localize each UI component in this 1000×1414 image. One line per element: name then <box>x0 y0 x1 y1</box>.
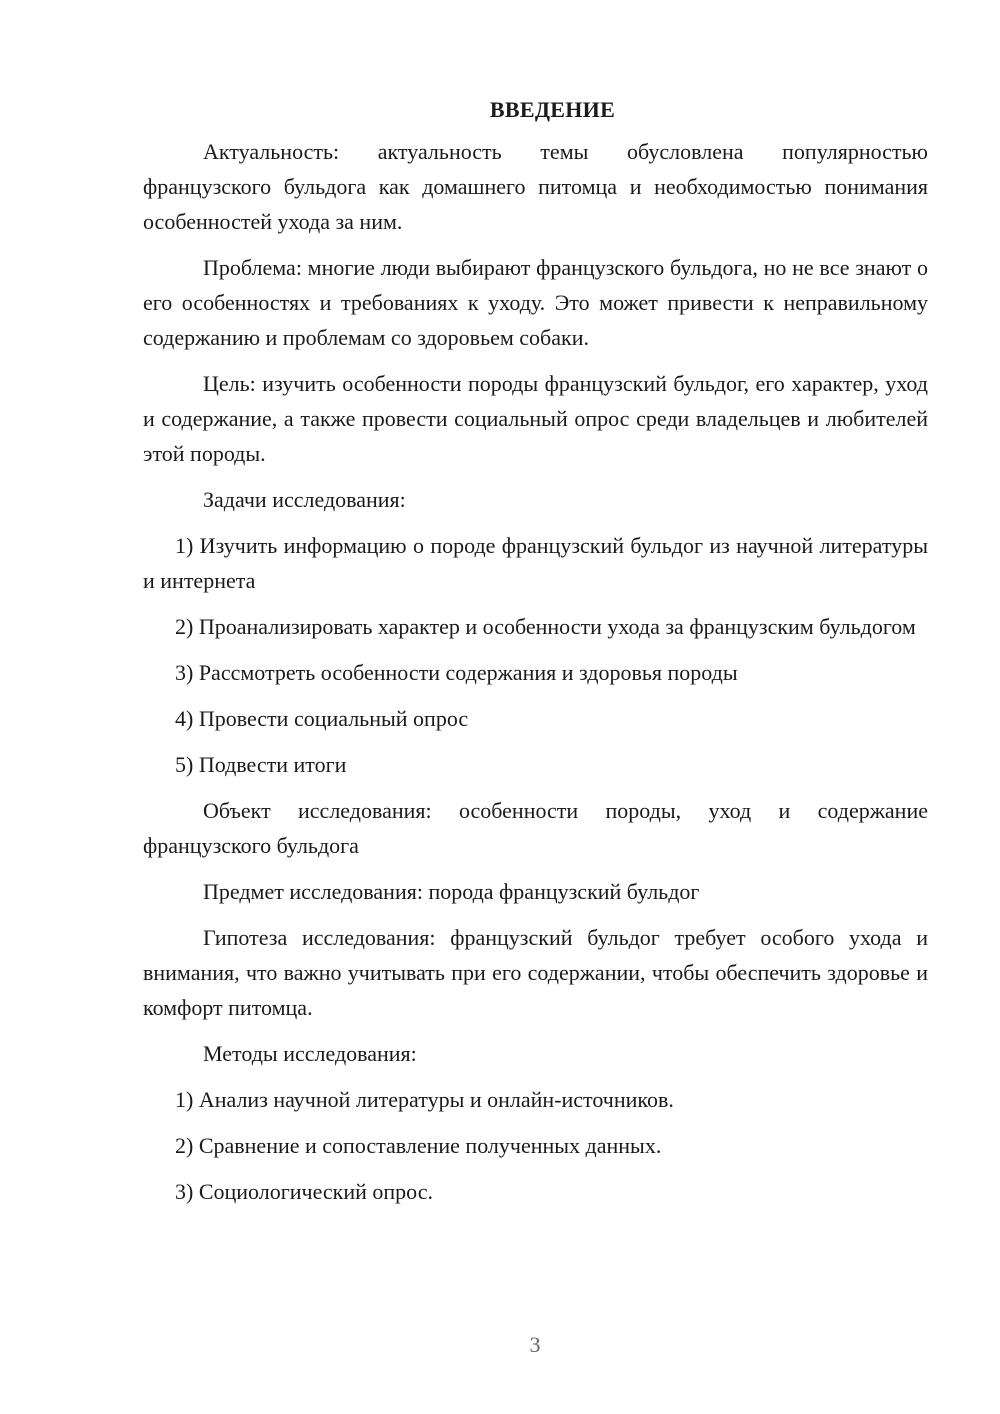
paragraph-subject: Предмет исследования: порода французский бульдог <box>203 879 700 904</box>
method-item-2: 2) Сравнение и сопоставление полученных данных. <box>175 1133 662 1158</box>
page-content <box>143 92 928 1220</box>
page-title: ВВЕДЕНИЕ <box>489 97 616 122</box>
paragraph-hypothesis: Гипотеза исследования: французский бульдог требует особого ухода и внимания, что важно учитывать при его содержании, чтобы обеспечить здоровье и комфорт питомца. <box>143 925 928 1020</box>
paragraph-relevance: Актуальность: актуальность темы обусловлена популярностью французского бульдога как домашнего питомца и необходимостью понимания особенностей ухода за ним. <box>143 139 928 234</box>
paragraph-goal: Цель: изучить особенности породы французский бульдог, его характер, уход и содержание, а также провести социальный опрос среди владельцев и любителей этой породы. <box>143 371 928 466</box>
paragraph-problem: Проблема: многие люди выбирают французского бульдога, но не все знают о его особенностях и требованиях к уходу. Это может привести к неправильному содержанию и проблемам со здоровьем собаки. <box>143 255 928 350</box>
task-item-3: 3) Рассмотреть особенности содержания и здоровья породы <box>175 660 738 685</box>
tasks-heading: Задачи исследования: <box>203 487 406 512</box>
task-item-4: 4) Провести социальный опрос <box>175 706 469 731</box>
paragraph-object: Объект исследования: особенности породы, уход и содержание французского бульдога <box>143 798 928 858</box>
method-item-1: 1) Анализ научной литературы и онлайн-источников. <box>175 1087 674 1112</box>
method-item-3: 3) Социологический опрос. <box>175 1179 433 1204</box>
methods-heading: Методы исследования: <box>203 1041 417 1066</box>
task-item-2: 2) Проанализировать характер и особенности ухода за французским бульдогом <box>175 614 916 639</box>
task-item-5: 5) Подвести итоги <box>175 752 347 777</box>
page-number: 3 <box>529 1332 541 1357</box>
task-item-1: 1) Изучить информацию о породе французский бульдог из научной литературы и интернета <box>143 533 928 593</box>
